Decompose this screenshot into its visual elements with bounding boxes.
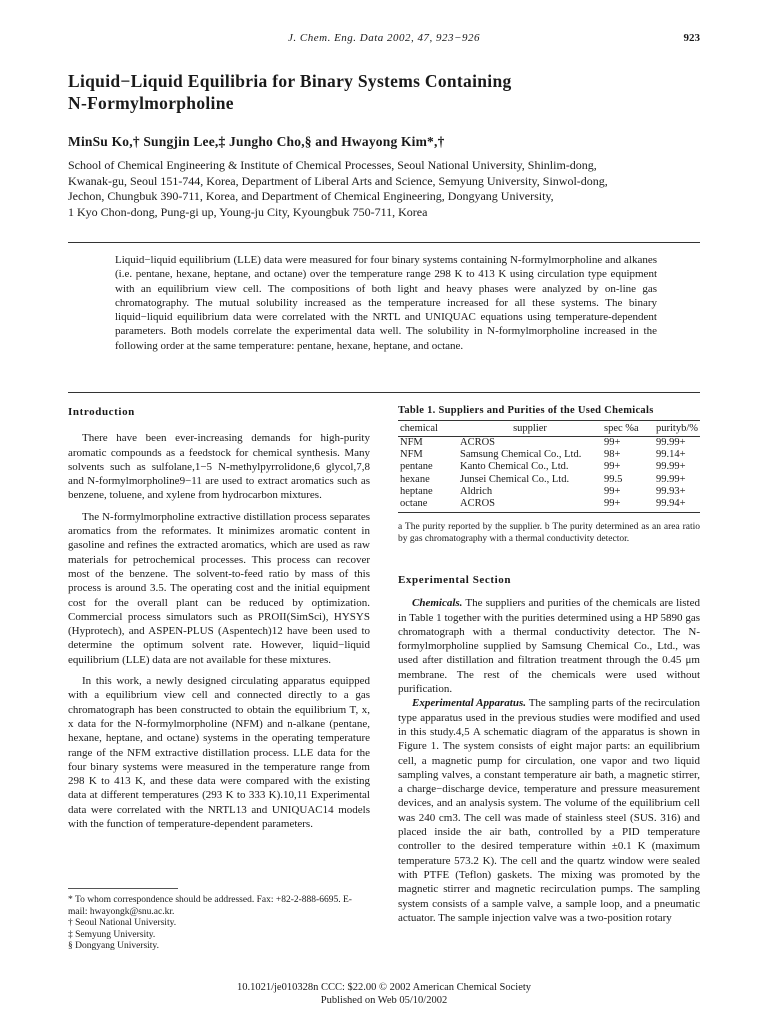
- suppliers-table: [398, 420, 700, 513]
- table-header-chemical: chemical: [398, 421, 458, 437]
- table-cell: 99.14+: [656, 449, 686, 461]
- publication-date: Published on Web 05/10/2002: [320, 994, 448, 1006]
- table-cell: Aldrich: [460, 485, 493, 497]
- introduction-heading: Introduction: [68, 406, 135, 418]
- abstract-text: Liquid−liquid equilibrium (LLE) data were measured for four binary systems containing N-formylmorpholine and alkanes (i.e. pentane, hexane, heptane, and octane) over the temperature range 298 K to 413 K using circulation type equipment with an equilibrium view cell. The compositions of both light and heavy phases were analyzed by on-line gas chromatography. The mutual solubility increased as the temperature increased for all these systems. The binary liquid−liquid equilibrium data were correlated with the NRTL and UNIQUAC equations using temperature-dependent parameters. Both models correlate the experimental data well. The solubility in N-formylmorpholine increased in the following order at the same temperature: pentane, hexane, heptane, and octane.: [115, 254, 657, 352]
- table-cell: 99+: [604, 461, 621, 473]
- table-row: [398, 449, 700, 461]
- affiliation-line: School of Chemical Engineering & Institute of Chemical Processes, Seoul National University, Shinlim-dong,: [68, 158, 597, 172]
- table-cell: 99.94+: [654, 498, 700, 513]
- table-cell: Junsei Chemical Co., Ltd.: [460, 473, 570, 485]
- table-cell: Kanto Chemical Co., Ltd.: [460, 461, 569, 473]
- table-cell: 99.99+: [656, 473, 686, 485]
- footnote: * To whom correspondence should be addressed. Fax: +82-2-888-6695. E-mail: hwayongk@snu.ac.kr.: [68, 895, 352, 917]
- right-column: [398, 573, 700, 925]
- intro-paragraph: In this work, a newly designed circulating apparatus equipped with a equilibrium view cell and connected directly to a gas chromatograph has been constructed to obtain the equilibrium T, x, x data for the N-formylmorpholine (NFM) and n-alkane (pentane, hexane, heptane, and octane) systems in the operating temperature range of the NFM extractive distillation process. LLE data for the four binary systems were measured in the temperature range from 298 K to 413 K, and these data were compared with the existing data at different temperatures (293 K to 333 K).10,11 Experimental data were correlated with the NRTL13 and UNIQUAC14 models with the function of temperature-dependent parameters.: [68, 675, 370, 831]
- title-line-1: Liquid−Liquid Equilibria for Binary Systems Containing: [68, 71, 512, 91]
- table-row: [398, 474, 700, 486]
- table-header-row: [398, 421, 700, 437]
- footnote: † Seoul National University.: [68, 918, 177, 928]
- table-cell: hexane: [400, 473, 430, 485]
- table-cell: pentane: [400, 461, 433, 473]
- affiliation-line: Jechon, Chungbuk 390-711, Korea, and Department of Chemical Engineering, Dongyang University,: [68, 189, 554, 204]
- table-header-purity: purityb/%: [654, 421, 700, 437]
- apparatus-paragraph: [398, 696, 700, 925]
- intro-paragraph: The N-formylmorpholine extractive distillation process separates aromatics from the reformates. It minimizes aromatic content in gasoline and refines the extracted aromatics, which are used as raw materials for petrochemical processes. This process can recover most of the benzene. The solvent-to-feed ratio by mass of this process is around 3.5. The operating cost and the initial equipment cost for the overall plant can be reduced by optimization. Commercial process simulators such as PROII(SimSci), HYSYS (Hyprotech), and ASPEN-PLUS (Aspentech)12 have been used to determine the optimum solvent rate. However, liquid−liquid equilibrium (LLE) data are not available for these mixtures.: [68, 510, 370, 666]
- table-cell: ACROS: [460, 437, 496, 448]
- article-title: [68, 70, 688, 114]
- table-title: Table 1. Suppliers and Purities of the Used Chemicals: [398, 405, 654, 416]
- apparatus-runin-heading: Experimental Apparatus.: [412, 697, 527, 710]
- table-cell: 98+: [604, 449, 621, 461]
- footnotes: [68, 895, 370, 953]
- experimental-heading: Experimental Section: [398, 574, 512, 586]
- table-cell: 99+: [602, 498, 654, 513]
- table-cell: 99.99+: [656, 437, 686, 448]
- table-footnote: a The purity reported by the supplier. b The purity determined as an area ratio by gas chromatography with a thermal conductivity detector.: [398, 522, 700, 544]
- abstract-top-rule: [68, 242, 700, 243]
- table-row: [398, 498, 700, 513]
- table-cell: NFM: [400, 437, 423, 448]
- table-cell: 99+: [604, 485, 621, 497]
- title-line-2: N-Formylmorpholine: [68, 93, 234, 113]
- affiliation-line: Kwanak-gu, Seoul 151-744, Korea, Department of Liberal Arts and Science, Semyung University, Sinwol-dong,: [68, 173, 608, 188]
- table-cell: octane: [398, 498, 458, 513]
- doi-copyright-line: 10.1021/je010328n CCC: $22.00 © 2002 American Chemical Society: [236, 982, 532, 993]
- table-header-spec: spec %a: [602, 421, 654, 437]
- chemicals-runin-heading: Chemicals.: [412, 597, 463, 610]
- abstract-bottom-rule: [68, 392, 700, 393]
- table-row: [398, 437, 700, 450]
- intro-paragraph: There have been ever-increasing demands for high-purity aromatic compounds as a feedstock for chemical synthesis. Many solvents such as sulfolane,1−5 N-methylpyrrolidone,6 glycol,7,8 and N-formylmorpholine9−11 are used to extract aromatics such as benzene, toluene, and xylene from hydrocarbon mixtures.: [68, 432, 370, 502]
- footnote-rule: [68, 888, 178, 889]
- chemicals-paragraph: [398, 596, 700, 696]
- table-cell: 99+: [604, 437, 621, 448]
- chemicals-text: The suppliers and purities of the chemicals are listed in Table 1 together with the purities determined using a HP 5890 gas chromatograph with a thermal conductivity detector. The N-formylmorpholine supplied by Samsung Chemical Co., Ltd., was used after distillation and filtration treatment through the 0.45 μm membrane. The rest of the chemicals were used without purification.: [398, 597, 700, 696]
- table-row: [398, 461, 700, 473]
- left-column: [68, 405, 370, 831]
- table-cell: NFM: [400, 449, 423, 461]
- table-cell: ACROS: [458, 498, 602, 513]
- author-list: MinSu Ko,† Sungjin Lee,‡ Jungho Cho,§ and Hwayong Kim*,†: [68, 134, 445, 149]
- table-cell: heptane: [400, 485, 433, 497]
- apparatus-text: The sampling parts of the recirculation type apparatus used in the previous studies were modified and used in this study.4,5 A schematic diagram of the apparatus is shown in Figure 1. The system consists of eight major parts: an equilibrium cell, a magnetic pump for circulation, one vapor and two liquid sampling valves, a constant temperature air bath, a magnetic stirrer, a charge−discharge device, temperature and pressure measurement devices, and an analysis system. The volume of the equilibrium cell was 240 cm3. The cell was made of stainless steel (SUS. 316) and placed inside the air bath, controlled by a PID temperature controller to the desired temperature within ±0.1 K (maximum temperature 573.2 K). The cell and the quartz window were sealed with PTFE (Teflon) gaskets. The mixing was promoted by the magnetic stirrer and magnetic recirculation pumps. The sampling system consists of a sample valve, a sample loop, and a pneumatic actuator. The sample injection valve was a two-position rotary: [398, 697, 701, 924]
- table-header-supplier: supplier: [458, 421, 602, 437]
- page-number: 923: [683, 32, 700, 44]
- running-header: [68, 32, 700, 48]
- table-cell: Samsung Chemical Co., Ltd.: [460, 449, 582, 461]
- table-cell: 99.93+: [656, 485, 686, 497]
- footnote: § Dongyang University.: [68, 941, 159, 951]
- journal-citation: J. Chem. Eng. Data 2002, 47, 923−926: [288, 32, 480, 44]
- table-row: [398, 486, 700, 498]
- footnote: ‡ Semyung University.: [68, 929, 156, 940]
- affiliations: [68, 158, 708, 220]
- table-cell: 99.5: [604, 473, 623, 485]
- page-footer: [0, 982, 768, 1007]
- table-cell: 99.99+: [656, 461, 686, 473]
- affiliation-line: 1 Kyo Chon-dong, Pung-gi up, Young-ju City, Kyoungbuk 750-711, Korea: [68, 204, 428, 219]
